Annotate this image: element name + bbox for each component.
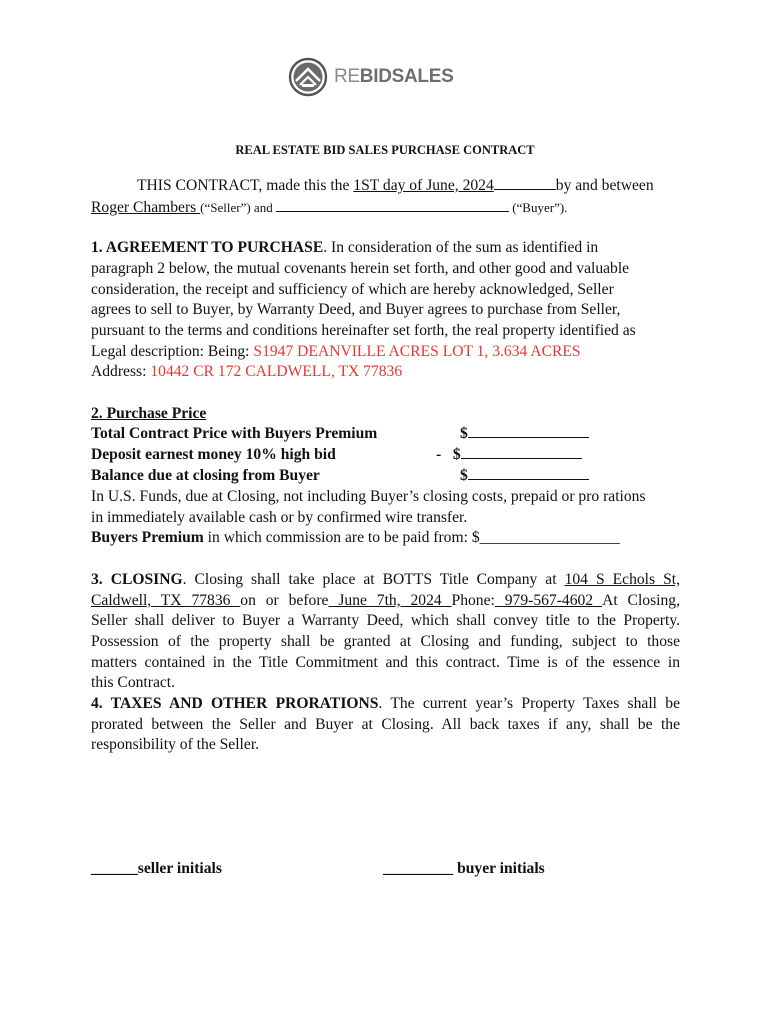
intro-line-2: Roger Chambers (“Seller”) and (“Buyer”). bbox=[91, 199, 568, 216]
price-row-total: Total Contract Price with Buyers Premium $ bbox=[91, 424, 377, 444]
funds-line-2: in immediately available cash or by confirmed wire transfer. bbox=[91, 509, 468, 526]
closing-date: June 7th, 2024 bbox=[328, 592, 452, 609]
funds-line-1: In U.S. Funds, due at Closing, not including Buyer’s closing costs, prepaid or pro rations bbox=[91, 488, 646, 505]
legal-description: Legal description: Being: S1947 DEANVILLE ACRES LOT 1, 3.634 ACRES bbox=[91, 343, 581, 360]
legal-description-value: S1947 DEANVILLE ACRES LOT 1, 3.634 ACRES bbox=[253, 343, 581, 360]
contract-date: 1ST day of June, 2024 bbox=[353, 177, 494, 194]
section3-line-3: Seller shall deliver to Buyer a Warranty Deed, which shall convey title to the Property. bbox=[91, 612, 680, 629]
section1-line-2: paragraph 2 below, the mutual covenants herein set forth, and other good and valuable bbox=[91, 260, 630, 277]
section2-heading: 2. Purchase Price bbox=[91, 405, 207, 422]
section3-line-6: this Contract. bbox=[91, 674, 176, 691]
section3-line-5: matters contained in the Title Commitment and this contract. Time is of the essence in bbox=[91, 654, 680, 671]
section1-heading: 1. AGREEMENT TO PURCHASE bbox=[91, 239, 324, 256]
section3-line-4: Possession of the property shall be granted at Closing and funding, subject to those bbox=[91, 633, 680, 650]
rebidsales-logo bbox=[288, 55, 453, 99]
logo-wordmark: REBIDSALES bbox=[334, 66, 454, 87]
property-address: Address: 10442 CR 172 CALDWELL, TX 77836 bbox=[91, 363, 403, 380]
section1-line-5: pursuant to the terms and conditions hereinafter set forth, the real property identified as bbox=[91, 322, 636, 339]
intro-line-1: THIS CONTRACT, made this the 1ST day of June, 2024 by and between bbox=[137, 177, 654, 194]
section3-line-2: Caldwell, TX 77836 on or before June 7th, 2024 Phone: 979-567-4602 At Closing, bbox=[91, 592, 680, 609]
section4-heading: 4. TAXES AND OTHER PRORATIONS bbox=[91, 695, 379, 712]
section3-heading: 3. CLOSING bbox=[91, 571, 183, 588]
title-company-address: 104 S Echols St, bbox=[564, 571, 680, 588]
logo-emblem-icon bbox=[288, 57, 328, 97]
buyer-initials: _________ buyer initials bbox=[383, 860, 545, 877]
seller-name: Roger Chambers bbox=[91, 199, 201, 216]
section1-line-4: agrees to sell to Buyer, by Warranty Deed, and Buyer agrees to purchase from Seller, bbox=[91, 301, 621, 318]
buyers-premium-line: Buyers Premium in which commission are to be paid from: $__________________ bbox=[91, 529, 620, 546]
buyer-name-blank bbox=[276, 210, 509, 212]
section4-line-2: prorated between the Seller and Buyer at Closing. All back taxes if any, shall be the bbox=[91, 716, 680, 733]
section3-line-1: 3. CLOSING. Closing shall take place at BOTTS Title Company at 104 S Echols St, bbox=[91, 571, 680, 588]
price-row-deposit: Deposit earnest money 10% high bid - $ bbox=[91, 445, 336, 465]
seller-initials: ______seller initials bbox=[91, 860, 222, 877]
property-address-value: 10442 CR 172 CALDWELL, TX 77836 bbox=[150, 363, 403, 380]
section1-line-1: 1. AGREEMENT TO PURCHASE. In consideration of the sum as identified in bbox=[91, 239, 599, 256]
section1-line-3: consideration, the receipt and sufficiency of which are hereby acknowledged, Seller bbox=[91, 281, 614, 298]
contract-title: REAL ESTATE BID SALES PURCHASE CONTRACT bbox=[235, 143, 535, 157]
title-company-phone: 979-567-4602 bbox=[494, 592, 603, 609]
section4-line-1: 4. TAXES AND OTHER PRORATIONS. The current year’s Property Taxes shall be bbox=[91, 695, 680, 712]
section4-line-3: responsibility of the Seller. bbox=[91, 736, 260, 753]
price-row-balance: Balance due at closing from Buyer $ bbox=[91, 466, 320, 486]
